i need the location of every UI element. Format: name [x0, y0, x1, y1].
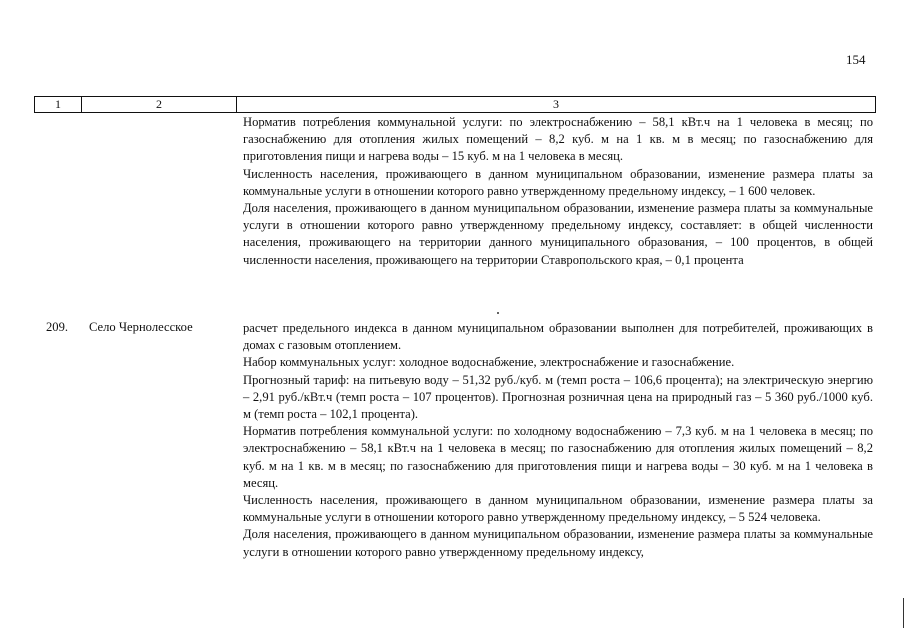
paragraph: Доля населения, проживающего в данном муниципальном образовании, изменение размера платы за коммунальные услуги в отношении которого равно утвержденному предельному индексу, — [243, 527, 873, 559]
paragraph: Набор коммунальных услуг: холодное водоснабжение, электроснабжение и газоснабжение. — [243, 355, 735, 370]
page-number: 154 — [846, 52, 866, 67]
row-settlement-name: Село Чернолесское — [89, 320, 193, 334]
header-col-1: 1 — [35, 97, 82, 112]
paragraph: Норматив потребления коммунальной услуги: по холодному водоснабжению – 7,3 куб. м на 1 человека в месяц; по электроснабжению – 58,1 кВт.ч на 1 человека в месяц; по газоснабжению для отопления жилых помещений – 8,2 куб. м на 1 кв. м в месяц; по газоснабжению для приготовления пищи и нагрева воды – 30 куб. м на 1 человека в месяц. — [243, 424, 873, 490]
paragraph: Численность населения, проживающего в данном муниципальном образовании, изменение размера платы за коммунальные услуги в отношении которого равно утвержденному предельному индексу, – 5 524 человека. — [243, 493, 873, 525]
row-209-text — [243, 320, 873, 561]
row-number: 209. — [46, 320, 69, 334]
margin-mark — [903, 598, 904, 628]
previous-row-text — [243, 114, 873, 269]
paragraph: Доля населения, проживающего в данном муниципальном образовании, изменение размера платы за коммунальные услуги в отношении которого равно утвержденному предельному индексу, составляет: в общей численности населения, проживающего на территории данного муниципального образования, – 100 процентов, в общей численности населения, проживающего на территории Ставропольского края, – 0,1 процента — [243, 201, 873, 267]
header-col-3: 3 — [553, 97, 559, 111]
paragraph: Прогнозный тариф: на питьевую воду – 51,32 руб./куб. м (темп роста – 106,6 процента); на электрическую энергию – 2,91 руб./кВт.ч (темп роста – 107 процентов). Прогнозная розничная цена на природный газ – 5 360 руб./1000 куб. м (темп роста – 102,1 процента). — [243, 372, 873, 422]
header-col-2: 2 — [82, 97, 237, 112]
paragraph: Численность населения, проживающего в данном муниципальном образовании, изменение размера платы за коммунальные услуги в отношении которого равно утвержденному предельному индексу, – 1 600 человек. — [243, 166, 873, 198]
paragraph: расчет предельного индекса в данном муниципальном образовании выполнен для потребителей, проживающих в домах с газовым отоплением. — [243, 321, 873, 353]
paragraph: Норматив потребления коммунальной услуги: по электроснабжению – 58,1 кВт.ч на 1 человека в месяц; по газоснабжению для отопления жилых помещений – 8,2 куб. м на 1 кв. м в месяц; по газоснабжению для приготовления пищи и нагрева воды – 15 куб. м на 1 человека в месяц. — [243, 115, 873, 164]
table-header-row — [34, 96, 876, 113]
stray-dot — [497, 312, 499, 314]
